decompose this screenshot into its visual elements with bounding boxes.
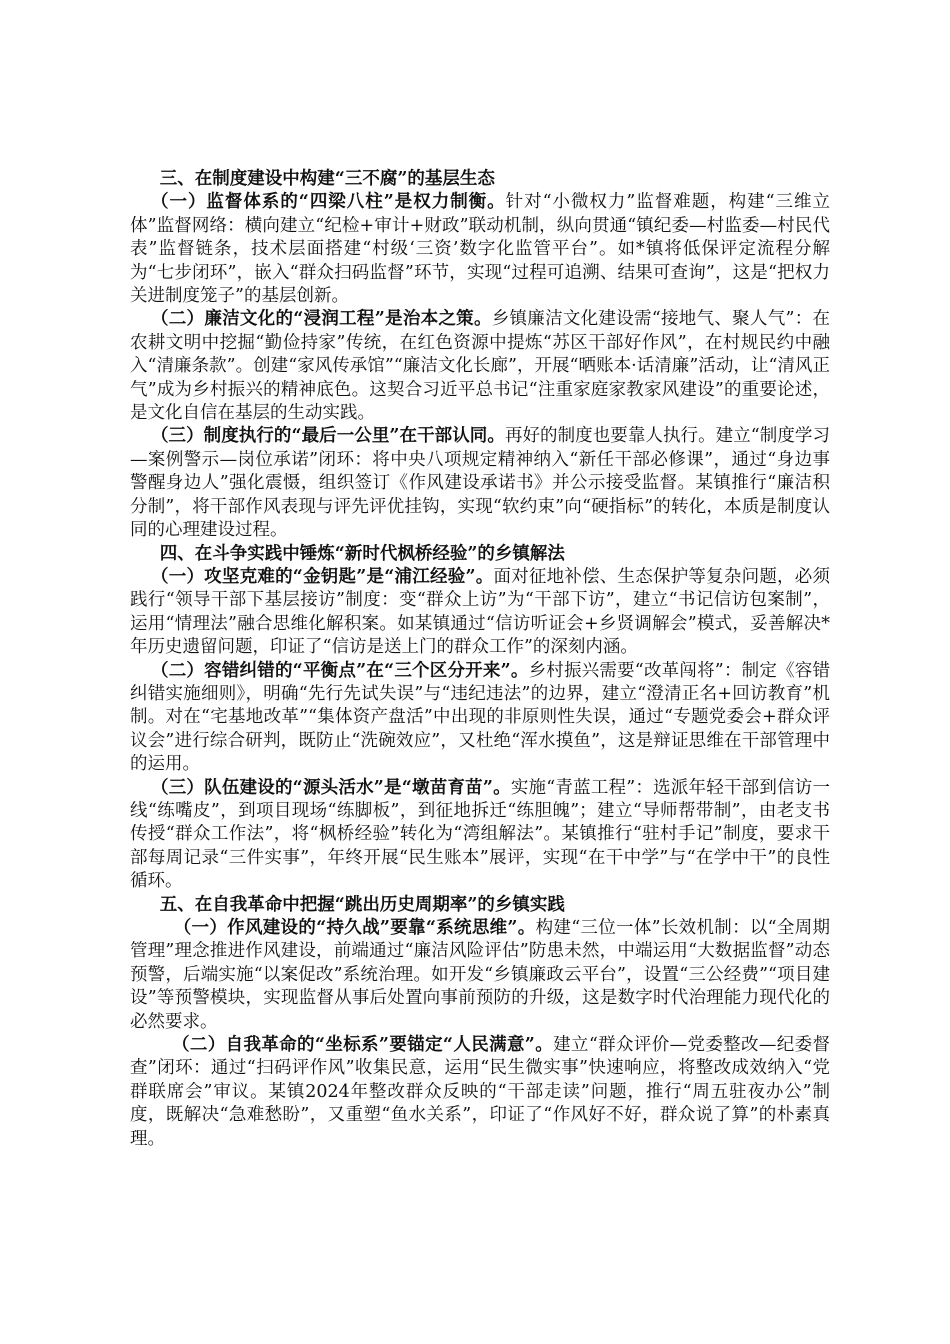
- paragraph: [130, 191, 830, 308]
- paragraph-lead: （一）监督体系的“四梁八柱”是权力制衡。: [151, 192, 506, 213]
- section-3: [130, 168, 830, 543]
- paragraph-lead: （三）队伍建设的“源头活水”是“墩苗育苗”。: [151, 777, 511, 798]
- document-body: [130, 168, 830, 1151]
- section-4: [130, 543, 830, 894]
- paragraph-body: 乡村振兴需要“改革闯将”：制定《容错纠错实施细则》，明确“先行先试失误”与“违纪违法”的边界，建立“澄清正名+回访教育”机制。对在“宅基地改革”“集体资产盘活”中出现的非原则性失误，通过“专题党委会+群众评议会”进行综合研判，既防止“洗碗效应”，又杜绝“浑水摸鱼”，这是辩证思维在干部管理中的运用。: [130, 660, 830, 775]
- paragraph: [130, 1034, 830, 1151]
- paragraph-lead: （二）容错纠错的“平衡点”在“三个区分开来”。: [151, 660, 529, 681]
- paragraph-lead: （三）制度执行的“最后一公里”在干部认同。: [151, 426, 505, 447]
- paragraph-body: 面对征地补偿、生态保护等复杂问题，必须践行“领导干部下基层接访”制度：变“群众上访”为“干部下访”，建立“书记信访包案制”，运用“情理法”融合思维化解积案。如某镇通过“信访听证会+乡贤调解会”模式，妥善解决*年历史遗留问题，印证了“信访是送上门的群众工作”的深刻内涵。: [130, 566, 830, 658]
- section-heading: 四、在斗争实践中锤炼“新时代枫桥经验”的乡镇解法: [159, 543, 565, 564]
- paragraph-lead: （二）廉洁文化的“浸润工程”是治本之策。: [151, 309, 492, 330]
- paragraph-body: 乡镇廉洁文化建设需“接地气、聚人气”：在农耕文明中挖掘“勤俭持家”传统，在红色资源中提炼“苏区干部好作风”，在村规民约中融入“清廉条款”。创建“家风传承馆”“廉洁文化长廊”，开展“晒账本·话清廉”活动，让“清风正气”成为乡村振兴的精神底色。这契合习近平总书记“注重家庭家教家风建设”的重要论述，是文化自信在基层的生动实践。: [130, 309, 830, 424]
- paragraph-lead: （一）作风建设的“持久战”要靠“系统思维”。: [173, 918, 536, 938]
- section-heading: 五、在自我革命中把握“跳出历史周期率”的乡镇实践: [159, 894, 565, 915]
- paragraph-lead: （二）自我革命的“坐标系”要锚定“人民满意”。: [172, 1035, 554, 1056]
- section-heading: 三、在制度建设中构建“三不腐”的基层生态: [159, 169, 495, 189]
- paragraph: [130, 777, 830, 894]
- paragraph-body: 针对“小微权力”监督难题，构建“三维立体”监督网络：横向建立“纪检+审计+财政”联动机制，纵向贯通“镇纪委—村监委—村民代表”监督链条，技术层面搭建“村级‘三资’数字化监管平台”。如*镇将低保评定流程分解为“七步闭环”，嵌入“群众扫码监督”环节，实现“过程可追溯、结果可查询”，这是“把权力关进制度笼子”的基层创新。: [130, 192, 830, 307]
- paragraph: [130, 425, 830, 542]
- paragraph: [130, 917, 830, 1034]
- paragraph-lead: （一）攻坚克难的“金钥匙”是“浦江经验”。: [151, 566, 494, 587]
- paragraph-body: 建立“群众评价—党委整改—纪委督查”闭环：通过“扫码评作风”收集民意，运用“民生微实事”快速响应，将整改成效纳入“党群联席会”审议。某镇2024年整改群众反映的“干部走读”问题，推行“周五驻夜办公”制度，既解决“急难愁盼”，又重塑“鱼水关系”，印证了“作风好不好，群众说了算”的朴素真理。: [130, 1035, 830, 1149]
- paragraph-body: 再好的制度也要靠人执行。建立“制度学习—案例警示—岗位承诺”闭环：将中央八项规定精神纳入“新任干部必修课”，通过“身边事警醒身边人”强化震慑，组织签订《作风建设承诺书》并公示接受监督。某镇推行“廉洁积分制”，将干部作风表现与评先评优挂钩，实现“软约束”向“硬指标”的转化，本质是制度认同的心理建设过程。: [130, 426, 830, 541]
- section-5: [130, 894, 830, 1151]
- paragraph: [130, 566, 830, 660]
- paragraph-body: 实施“青蓝工程”：选派年轻干部到信访一线“练嘴皮”，到项目现场“练脚板”，到征地拆迁“练胆魄”；建立“导师帮带制”，由老支书传授“群众工作法”，将“枫桥经验”转化为“湾组解法”。某镇推行“驻村手记”制度，要求干部每周记录“三件实事”，年终开展“民生账本”展评，实现“在干中学”与“在学中干”的良性循环。: [130, 777, 830, 892]
- paragraph-body: 构建“三位一体”长效机制：以“全周期管理”理念推进作风建设，前端通过“廉洁风险评估”防患未然，中端运用“大数据监督”动态预警，后端实施“以案促改”系统治理。如开发“乡镇廉政云平台”，设置“三公经费”“项目建设”等预警模块，实现监督从事后处置向事前预防的升级，这是数字时代治理能力现代化的必然要求。: [130, 918, 831, 1032]
- paragraph: [130, 308, 830, 425]
- paragraph: [130, 660, 830, 777]
